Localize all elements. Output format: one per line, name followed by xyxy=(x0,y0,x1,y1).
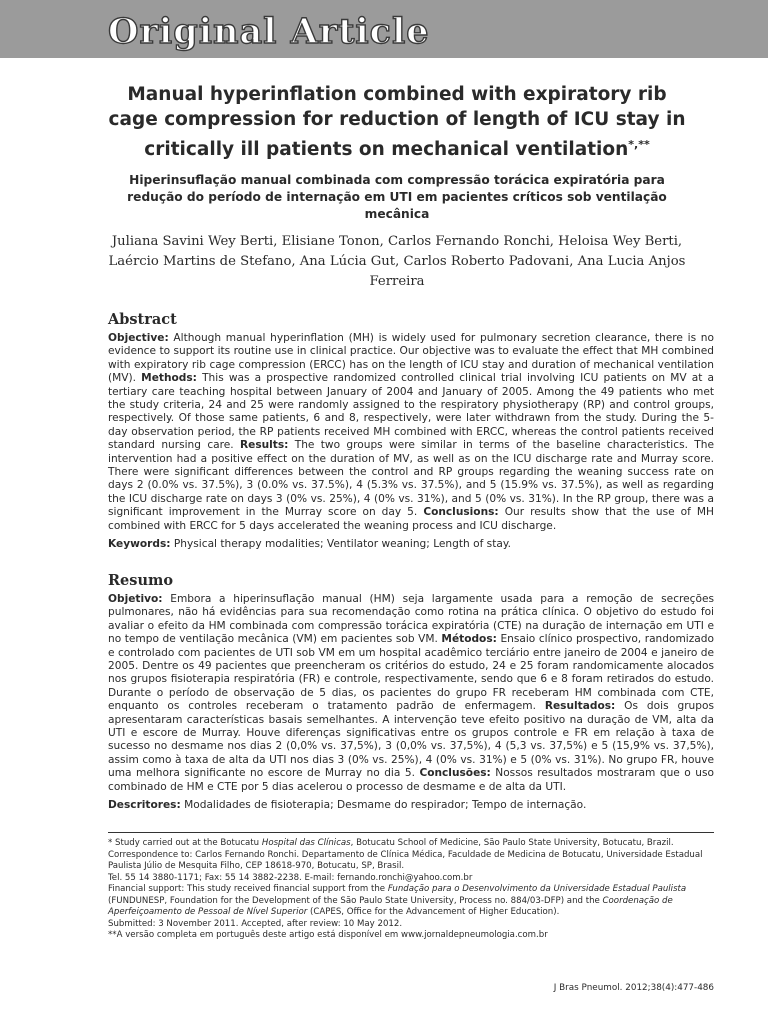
abstract-results-label: Results: xyxy=(239,439,289,452)
abstract-keywords-text: Physical therapy modalities; Ventilator weaning; Length of stay. xyxy=(173,538,511,551)
abstract-methods-label: Methods: xyxy=(141,372,197,385)
resumo-keywords xyxy=(108,799,714,812)
footnotes xyxy=(108,838,714,942)
abstract-conclusions: Our results show that the use of MH combined with ERCC for 5 days accelerated the weaning process and ICU discharge. xyxy=(108,506,714,532)
footnote-financial-fundunesp: Fundação para o Desenvolvimento da Universidade Estadual Paulista xyxy=(387,884,687,894)
resumo-keywords-text: Modalidades de fisioterapia; Desmame do respirador; Tempo de internação. xyxy=(184,799,587,812)
footnote-submitted: Submitted: 3 November 2011. Accepted, after review: 10 May 2012. xyxy=(108,918,403,929)
journal-reference: J Bras Pneumol. 2012;38(4):477-486 xyxy=(553,983,714,993)
footnote-study-site-hospital: Hospital das Clínicas xyxy=(261,838,351,848)
footnote-financial xyxy=(108,884,714,919)
abstract-section xyxy=(108,311,714,552)
title-footnote-marks: *,** xyxy=(628,138,650,151)
abstract-heading: Abstract xyxy=(108,311,177,328)
footnote-correspondence: Correspondence to: Carlos Fernando Ronchi. Departamento de Clínica Médica, Faculdade de Medicina de Botucatu, Universidade Estadual Paulista Júlio de Mesquita Filho, CEP 18618-970, Botucatu, SP, Brasil. xyxy=(108,849,703,871)
resumo-objective: Embora a hiperinsuflação manual (HM) seja largamente usada para a remoção de secreções pulmonares, não há evidências para sua recomendação como rotina na prática clínica. O objetivo do estudo foi avaliar o efeito da HM combinada com compressão torácica expiratória (CTE) na duração de internação em UTI e no tempo de ventilação mecânica (VM) em pacientes sob VM. xyxy=(108,593,714,646)
footnote-contact: Tel. 55 14 3880-1171; Fax: 55 14 3882-2238. E-mail: fernando.ronchi@yahoo.com.br xyxy=(108,872,473,883)
abstract-keywords xyxy=(108,538,714,551)
abstract-objective: Although manual hyperinflation (MH) is widely used for pulmonary secretion clearance, there is no evidence to support its routine use in clinical practice. Our objective was to evaluate the effect that MH combined with expiratory rib cage compression (ERCC) has on the length of ICU stay and duration of mechanical ventilation (MV). xyxy=(108,332,714,385)
footnote-financial-e: (CAPES, Office for the Advancement of Higher Education). xyxy=(309,907,560,917)
resumo-methods: Ensaio clínico prospectivo, randomizado e controlado com pacientes de UTI sob VM em um hospital acadêmico terciário entre janeiro de 2004 e janeiro de 2005. Dentre os 49 pacientes que preencheram os critérios do estudo, 24 e 25 foram randomicamente alocados nos grupos fisioterapia respiratória (FR) e controle, respectivamente, sendo que 6 e 8 foram retirados do estudo. Durante o período de observação de 5 dias, os pacientes do grupo FR receberam HM combinada com CTE, enquanto os controles receberam o tratamento padrão de enfermagem. xyxy=(108,633,714,713)
resumo-objective-label: Objetivo: xyxy=(108,593,163,605)
footnote-financial-a: Financial support: This study received financial support from the xyxy=(108,884,386,894)
title-portuguese: Hiperinsuflação manual combinada com compressão torácica expiratória para redução do período de internação em UTI em pacientes críticos sob ventilação mecânica xyxy=(127,173,667,222)
title-block xyxy=(108,82,686,223)
resumo-body xyxy=(108,593,714,794)
resumo-conclusions: Nossos resultados mostraram que o uso combinado de HM e CTE por 5 dias acelerou o processo de desmame e de alta da UTI. xyxy=(108,767,714,793)
footnote-study-site xyxy=(108,838,714,850)
footnote-study-site-c: , Botucatu School of Medicine, São Paulo State University, Botucatu, Brazil. xyxy=(350,838,674,848)
resumo-results: Os dois grupos apresentaram características basais semelhantes. A intervenção teve efeito positivo na duração de VM, alta da UTI e escore de Murray. Houve diferenças significativas entre os grupos controle e FR em relação à taxa de sucesso no desmame nos dias 2 (0,0% vs. 37,5%), 3 (0,0% vs. 37,5%), 4 (5,3 vs. 37,5%) e 5 (15,9% vs. 37,5%), assim como à taxa de alta da UTI nos dias 3 (0% vs. 25%), 4 (0% vs. 31%) e 5 (0% vs. 31%). No grupo FR, houve uma melhora significante no escore de Murray no dia 5. xyxy=(108,700,714,780)
resumo-heading: Resumo xyxy=(108,572,173,589)
abstract-conclusions-label: Conclusions: xyxy=(423,506,499,519)
footnote-study-site-a: * Study carried out at the Botucatu xyxy=(108,838,260,848)
title-english-text: Manual hyperinflation combined with expiratory rib cage compression for reduction of length of ICU stay in critically ill patients on mechanical ventilation xyxy=(108,84,686,161)
resumo-conclusions-label: Conclusões: xyxy=(419,767,491,780)
article-type-label: Original Article xyxy=(108,11,430,52)
footnote-financial-capes: Coordenação de Aperfeiçoamento de Pessoal de Nível Superior xyxy=(108,895,673,917)
resumo-keywords-label: Descritores: xyxy=(108,799,181,812)
abstract-body xyxy=(108,332,714,533)
abstract-objective-label: Objective: xyxy=(108,332,169,344)
abstract-results: The two groups were similar in terms of the baseline characteristics. The intervention had a positive effect on the duration of MV, as well as on the ICU discharge rate and Murray score. There were significant differences between the control and RP groups regarding the weaning success rate on days 2 (0.0% vs. 37.5%), 3 (0.0% vs. 37.5%), 4 (5.3% vs. 37.5%), and 5 (15.9% vs. 37.5%), as well as regarding the ICU discharge rate on days 3 (0% vs. 25%), 4 (0% vs. 31%), and 5 (0% vs. 31%). In the RP group, there was a significant improvement in the Murray score on day 5. xyxy=(108,439,714,519)
footnote-portuguese-version: **A versão completa em português deste artigo está disponível em www.jornaldepneumologia.com.br xyxy=(108,930,548,940)
resumo-section xyxy=(108,572,714,813)
footnote-divider xyxy=(108,832,714,833)
title-english xyxy=(108,82,686,162)
resumo-results-label: Resultados: xyxy=(544,700,616,713)
article-type-banner xyxy=(0,0,768,58)
abstract-methods: This was a prospective randomized controlled clinical trial involving ICU patients on MV at a tertiary care teaching hospital between January of 2004 and January of 2005. Among the 49 patients who met the study criteria, 24 and 25 were randomly assigned to the respiratory physiotherapy (RP) and control groups, respectively. Of those same patients, 6 and 8, respectively, were later withdrawn from the study. During the 5-day observation period, the RP patients received MH combined with ERCC, whereas the control patients received standard nursing care. xyxy=(108,372,714,452)
author-list: Juliana Savini Wey Berti, Elisiane Tonon, Carlos Fernando Ronchi, Heloisa Wey Berti, Laércio Martins de Stefano, Ana Lúcia Gut, Carlos Roberto Padovani, Ana Lucia Anjos Ferreira xyxy=(108,234,686,289)
footnote-financial-c: (FUNDUNESP, Foundation for the Development of the São Paulo State University, Process no. 884/03-DFP) and the xyxy=(108,895,600,906)
abstract-keywords-label: Keywords: xyxy=(108,538,171,551)
resumo-methods-label: Métodos: xyxy=(441,633,497,646)
